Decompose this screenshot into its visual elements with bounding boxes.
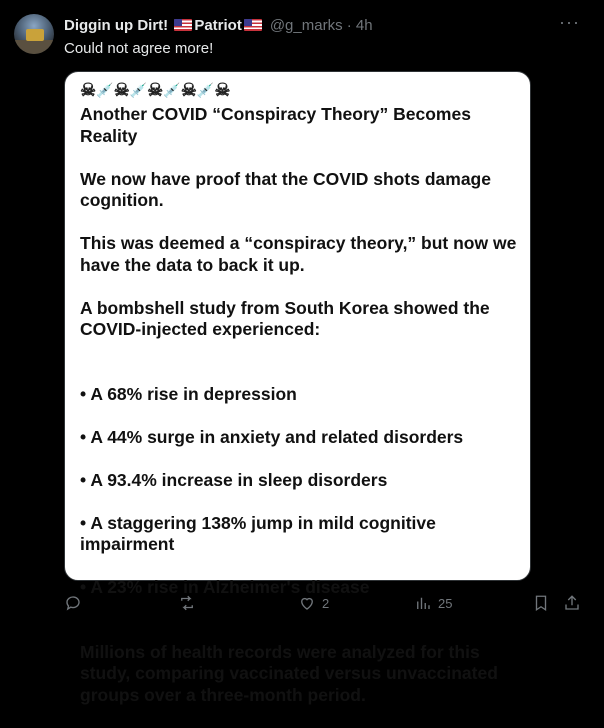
syringe-icon: 💉 (96, 82, 113, 99)
card-paragraph-2: This was deemed a “conspiracy theory,” but now we have the data to back it up. (80, 233, 517, 275)
post-header (64, 17, 373, 34)
display-name-suffix: Patriot (194, 17, 242, 34)
bookmark-button[interactable] (532, 594, 550, 612)
skull-crossbones-icon: ☠ (80, 80, 96, 101)
card-title: Another COVID “Conspiracy Theory” Becomes Reality (80, 104, 471, 146)
emoji-row (80, 80, 520, 102)
list-item: • A 23% rise in Alzheimer's disease (80, 577, 370, 597)
views-icon (414, 594, 432, 612)
card-text (80, 80, 520, 728)
avatar-ground (14, 40, 54, 54)
card-paragraph-1: We now have proof that the COVID shots damage cognition. (80, 168, 491, 210)
display-name[interactable] (64, 17, 264, 34)
share-icon (563, 594, 581, 612)
display-name-text: Diggin up Dirt! (64, 17, 173, 34)
tweet-text: Could not agree more! (64, 40, 214, 57)
list-item: • A staggering 138% jump in mild cognitive impairment (80, 512, 436, 554)
heart-icon (298, 594, 316, 612)
more-options-icon[interactable]: ··· (559, 12, 580, 32)
syringe-icon: 💉 (163, 82, 180, 99)
handle-and-time[interactable]: @g_marks · 4h (269, 17, 373, 34)
bookmark-icon (532, 594, 550, 612)
list-item: • A 68% rise in depression (80, 383, 297, 404)
list-item: • A 93.4% increase in sleep disorders (80, 469, 388, 490)
views-button[interactable] (414, 594, 452, 612)
skull-crossbones-icon: ☠ (147, 80, 163, 101)
us-flag-icon (174, 19, 192, 31)
card-paragraph-4: Millions of health records were analyzed for this study, comparing vaccinated versus unvaccinated groups over a three-month period. (80, 641, 498, 705)
like-count: 2 (322, 595, 330, 611)
reply-button[interactable] (64, 594, 88, 612)
views-count: 25 (438, 595, 453, 611)
card-bullet-list (80, 362, 520, 620)
action-bar (0, 594, 604, 618)
us-flag-icon (244, 19, 262, 31)
reply-icon (64, 594, 82, 612)
share-button[interactable] (563, 594, 581, 612)
repost-icon (178, 594, 196, 612)
avatar[interactable] (14, 14, 54, 54)
skull-crossbones-icon: ☠ (180, 80, 196, 101)
list-item: • A 44% surge in anxiety and related disorders (80, 426, 464, 447)
avatar-excavator (26, 29, 44, 41)
like-button[interactable] (298, 594, 329, 612)
skull-crossbones-icon: ☠ (113, 80, 129, 101)
syringe-icon: 💉 (129, 82, 147, 99)
card-paragraph-3: A bombshell study from South Korea showed the COVID-injected experienced: (80, 297, 490, 339)
repost-button[interactable] (178, 594, 202, 612)
syringe-icon: 💉 (196, 82, 214, 99)
skull-crossbones-icon: ☠ (214, 80, 230, 101)
